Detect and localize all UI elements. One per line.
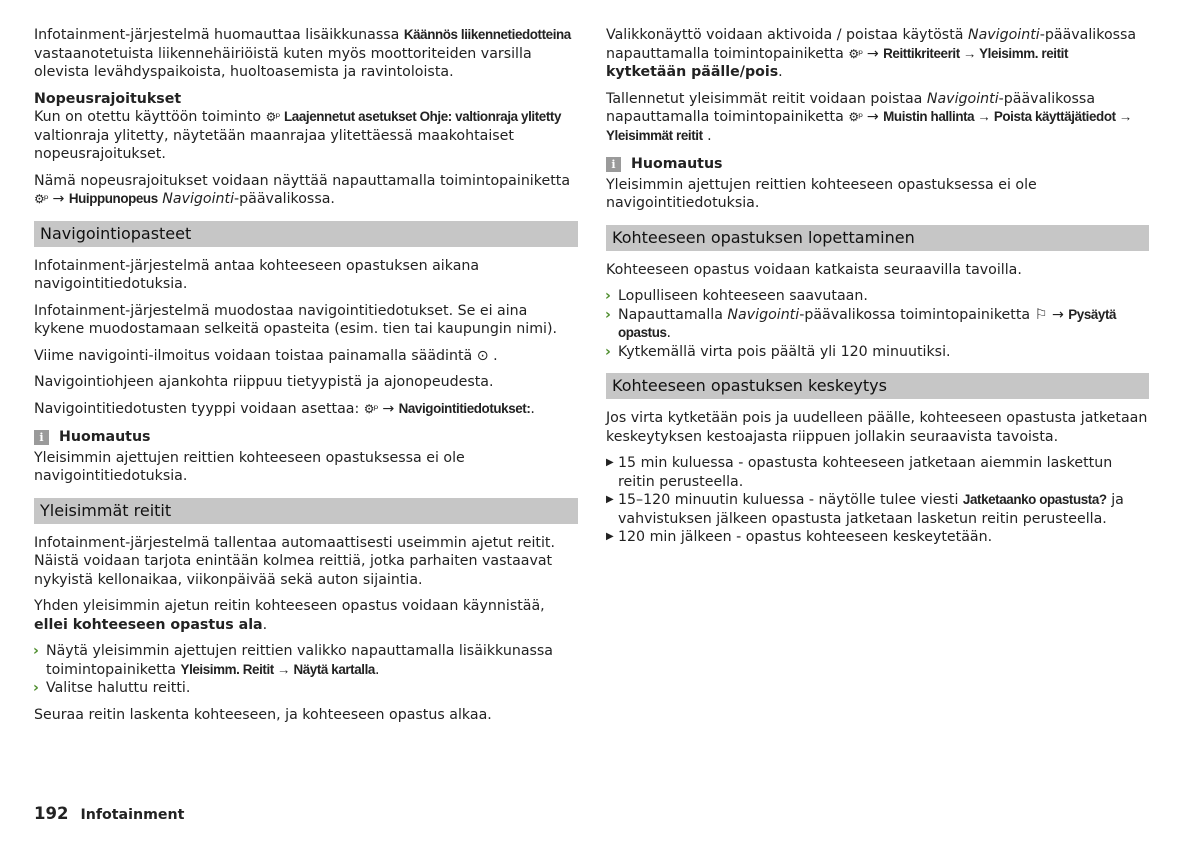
triangle-right-icon: ▶ [606, 494, 614, 505]
right-column [606, 26, 1149, 555]
list-item: ▶ 15–120 minuutin kuluessa - näytölle tulee viesti Jatketaanko opastusta? ja vahvistuksen jälkeen opastusta jatketaan lasketun reitin perusteella. [606, 492, 1124, 527]
knob-icon: ⊙ [476, 347, 489, 364]
paragraph: Viime navigointi-ilmoitus voidaan toistaa painamalla säädintä ⊙ . [34, 347, 498, 364]
section-heading-interrupt-guidance: Kohteeseen opastuksen keskeytys [606, 373, 1149, 399]
chevron-right-icon: › [33, 643, 39, 659]
ui-label: Navigointitiedotukset: [398, 400, 531, 416]
info-icon: i [34, 430, 49, 445]
paragraph-traffic-info: Infotainment-järjestelmä huomauttaa lisäikkunassa Käännös liikennetiedotteina vastaanotetuista liikennehäiriöistä kuten myös moottoriteiden varsilla olevista levähdyspaikoista, huoltoasemista ja ravintoloista. [34, 27, 571, 80]
settings-icon: ⚙ᵖ [848, 46, 863, 61]
ui-label: Jatketaanko opastusta? [962, 492, 1107, 507]
note-header: i Huomautus [606, 155, 1149, 174]
triangle-right-icon: ▶ [606, 531, 614, 542]
note-header: i Huomautus [34, 428, 578, 447]
paragraph-speed-limits: Kun on otettu käyttöön toiminto ⚙ᵖ Laajennetut asetukset Ohje: valtionraja ylitetty valtionraja ylitetty, näytetään maanrajaa ylitettäessä maakohtaiset nopeusrajoitukset. [34, 109, 562, 162]
settings-icon: ⚙ᵖ [363, 401, 378, 416]
paragraph: Kohteeseen opastus voidaan katkaista seuraavilla tavoilla. [606, 261, 1022, 278]
section-heading-stop-guidance: Kohteeseen opastuksen lopettaminen [606, 225, 1149, 251]
list-item: ▶ 15 min kuluessa - opastusta kohteeseen jatketaan aiemmin laskettun reitin perusteella. [606, 455, 1113, 490]
list-item: ▶ 120 min jälkeen - opastus kohteeseen keskeytetään. [606, 529, 993, 545]
ui-label: Pysäytä opastus [618, 306, 1117, 340]
paragraph: Navigointiohjeen ajankohta riippuu tietyypistä ja ajonopeudesta. [34, 374, 494, 390]
ui-label: Huippunopeus [68, 191, 158, 206]
chevron-right-icon: › [33, 680, 39, 696]
section-heading-frequent-routes: Yleisimmät reitit [34, 498, 578, 524]
section-heading-navigation-prompts: Navigointiopasteet [34, 221, 578, 247]
instruction-list [34, 642, 578, 698]
footer-section-name: Infotainment [80, 807, 185, 823]
paragraph: Seuraa reitin laskenta kohteeseen, ja kohteeseen opastus alkaa. [34, 706, 492, 723]
paragraph-speed-display: Nämä nopeusrajoitukset voidaan näyttää napauttamalla toimintopainiketta ⚙ᵖ → Huippunopeus Navigointi-päävalikossa. [34, 172, 571, 207]
flag-icon: ⚐ [1034, 306, 1048, 323]
chevron-right-icon: › [605, 288, 611, 304]
paragraph: Yhden yleisimmin ajetun reitin kohteeseen opastus voidaan käynnistää, ellei kohteeseen opastus ala. [34, 598, 545, 633]
info-icon: i [606, 157, 621, 172]
list-item: › Valitse haluttu reitti. [33, 680, 191, 696]
ui-label: Yleisimm. Reitit → Näytä kartalla [180, 661, 375, 677]
ui-label: Muistin hallinta → Poista käyttäjätiedot → Yleisimmät reitit [606, 109, 1132, 143]
chevron-right-icon: › [605, 343, 611, 360]
note-text: Yleisimmin ajettujen reittien kohteeseen opastuksessa ei ole navigointitiedotuksia. [34, 449, 465, 484]
paragraph-delete-routes: Tallennetut yleisimmät reitit voidaan poistaa Navigointi-päävalikossa napauttamalla toimintopainiketta ⚙ᵖ → Muistin hallinta → Poista käyttäjätiedot → Yleisimmät reitit . [606, 90, 1132, 144]
subheading-speed-limits: Nopeusrajoitukset [34, 90, 182, 107]
page-footer [34, 805, 184, 825]
list-item: › Kytkemällä virta pois päältä yli 120 minuutiksi. [605, 343, 951, 360]
chevron-right-icon: › [605, 306, 611, 323]
list-item: › Näytä yleisimmin ajettujen reittien valikko napauttamalla lisäikkunassa toimintopainiketta Yleisimm. Reitit → Näytä kartalla. [33, 643, 553, 678]
settings-icon: ⚙ᵖ [34, 192, 48, 206]
paragraph: Navigointitiedotusten tyyppi voidaan asettaa: ⚙ᵖ → Navigointitiedotukset:. [34, 400, 535, 417]
ui-label: Laajennetut asetukset Ohje: valtionraja ylitetty [284, 109, 562, 124]
settings-icon: ⚙ᵖ [848, 110, 863, 124]
left-column [34, 26, 578, 732]
page-number: 192 [34, 804, 69, 823]
paragraph: Infotainment-järjestelmä muodostaa navigointitiedotukset. Se ei aina kykene muodostamaan selkeitä opasteita (esim. tien tai kaupungin nimi). [34, 302, 558, 337]
note-text: Yleisimmin ajettujen reittien kohteeseen opastuksessa ei ole navigointitiedotuksia. [606, 176, 1037, 211]
paragraph: Infotainment-järjestelmä tallentaa automaattisesti useimmin ajetut reitit. Näistä voidaan tarjota enintään kolmea reittiä, jotka parhaiten vastaavat nykyistä kellonaikaa, viikonpäivää sekä auton sijaintia. [34, 534, 556, 588]
paragraph-menu-toggle: Valikkonäyttö voidaan aktivoida / poistaa käytöstä Navigointi-päävalikossa napauttamalla toimintopainiketta ⚙ᵖ → Reittikriteerit → Yleisimm. reitit kytketään päälle/pois. [606, 27, 1137, 80]
ui-label: Käännös liikennetiedotteina [403, 27, 571, 42]
condition-list [606, 454, 1149, 547]
paragraph: Infotainment-järjestelmä antaa kohteeseen opastuksen aikana navigointitiedotuksia. [34, 257, 480, 292]
triangle-right-icon: ▶ [606, 457, 614, 468]
ui-label: Reittikriteerit → Yleisimm. reitit [883, 45, 1069, 61]
paragraph: Jos virta kytketään pois ja uudelleen päälle, kohteeseen opastusta jatketaan keskeytyksen kestoajasta riippuen jollakin seuraavista tavoista. [606, 410, 1148, 445]
list-item: › Lopulliseen kohteeseen saavutaan. [605, 288, 868, 304]
instruction-list [606, 287, 1149, 361]
settings-icon: ⚙ᵖ [265, 110, 280, 124]
list-item: › Napauttamalla Navigointi-päävalikossa toimintopainiketta ⚐ → Pysäytä opastus. [605, 306, 1117, 341]
